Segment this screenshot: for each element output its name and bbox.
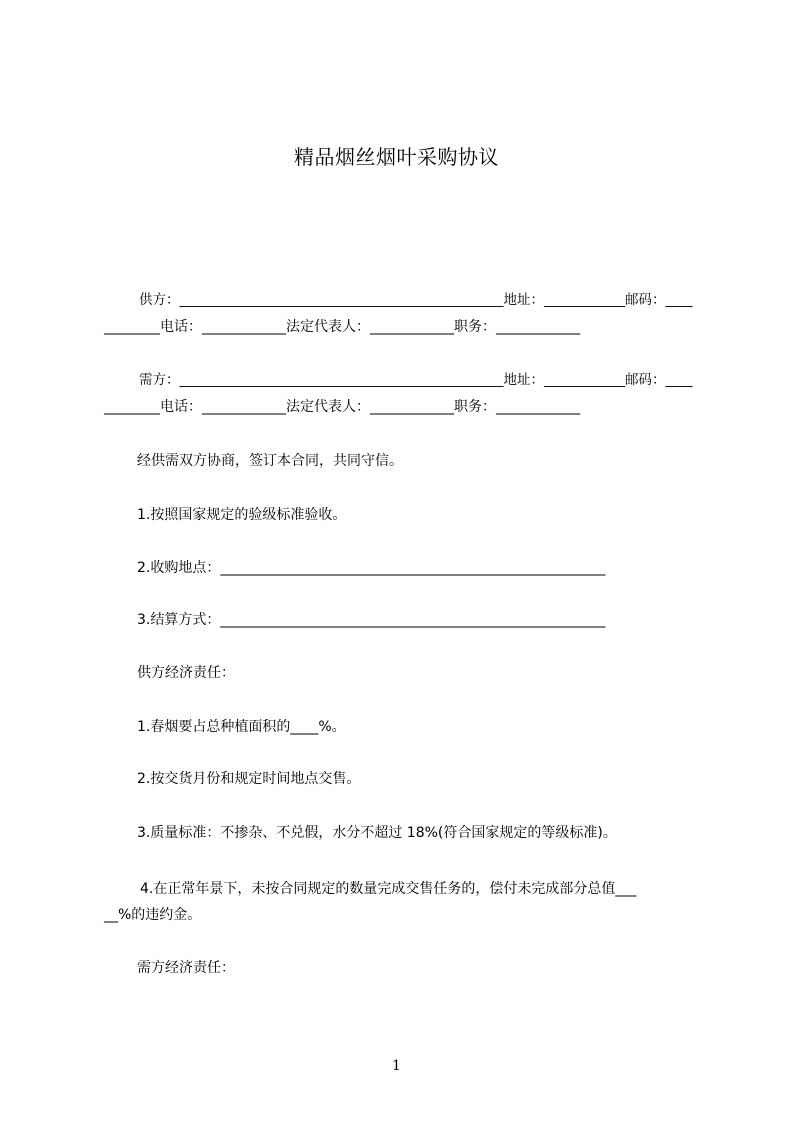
term-item-3: 3.结算方式：_______________________________________________________ xyxy=(137,612,606,628)
term-item-1: 1.按照国家规定的验级标准验收。 xyxy=(137,507,347,523)
buyer-duties-heading: 需方经济责任： xyxy=(137,960,235,976)
document-title: 精品烟丝烟叶采购协议 xyxy=(294,145,499,169)
supplier-duty-1: 1.春烟要占总种植面积的____%。 xyxy=(137,719,346,735)
supplier-duty-2: 2.按交货月份和规定时间地点交售。 xyxy=(137,771,361,787)
supplier-duty-4-line-1: 4.在正常年景下，未按合同规定的数量完成交售任务的，偿付未完成部分总值___ xyxy=(140,881,637,897)
supplier-duty-4-line-2: __%的违约金。 xyxy=(104,907,202,923)
intro-paragraph: 经供需双方协商，签订本合同，共同守信。 xyxy=(137,453,403,469)
supplier-duty-3: 3.质量标准：不掺杂、不兑假，水分不超过 18%(符合国家规定的等级标准)。 xyxy=(137,825,617,841)
supplier-duties-heading: 供方经济责任： xyxy=(137,665,235,681)
supplier-info-line-2: ________电话：____________法定代表人：____________职务：____________ xyxy=(104,319,580,335)
term-item-2: 2.收购地点：_______________________________________________________ xyxy=(137,560,606,576)
page-number: 1 xyxy=(392,1058,401,1074)
supplier-info-line-1: 供方：________________________________________________地址：____________邮码：____ xyxy=(139,292,693,308)
buyer-info-line-2: ________电话：____________法定代表人：____________职务：____________ xyxy=(104,399,580,415)
buyer-info-line-1: 需方：________________________________________________地址：____________邮码：____ xyxy=(139,372,693,388)
